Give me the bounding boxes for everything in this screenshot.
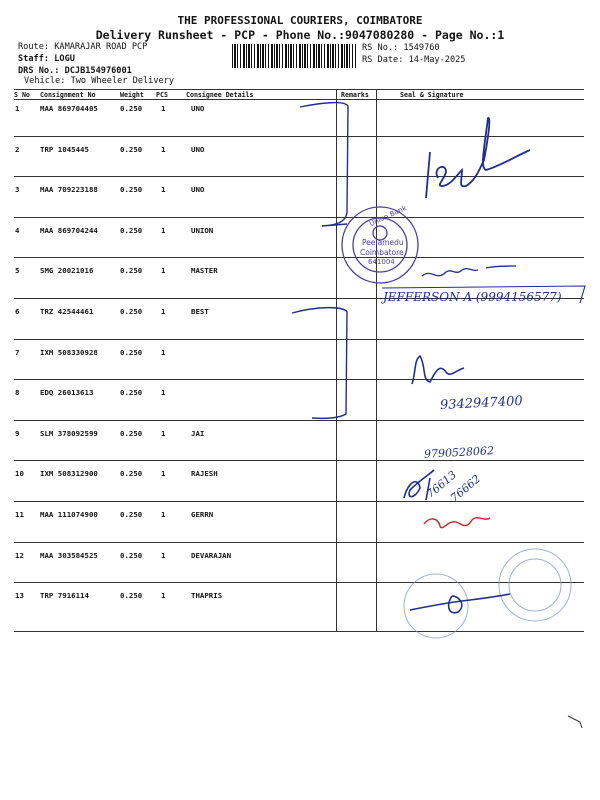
cell-weight: 0.250 xyxy=(120,307,143,316)
staff-label: Staff: LOGU xyxy=(18,54,75,64)
cell-consignment: IXM 508330928 xyxy=(40,347,98,357)
cell-weight: 0.250 xyxy=(120,591,143,601)
cell-weight: 0.250 xyxy=(120,388,143,398)
cell-sno: 8 xyxy=(15,388,20,398)
cell-pcs: 1 xyxy=(161,307,166,316)
cell-consignee: JAI xyxy=(191,428,205,438)
cell-weight: 0.250 xyxy=(120,510,143,519)
cell-consignment: MAA 869704244 xyxy=(40,225,98,235)
cell-consignment: TRP 7916114 xyxy=(40,591,89,601)
col-consignee: Consignee Details xyxy=(186,91,254,99)
cell-pcs: 1 xyxy=(161,225,166,235)
bracket-mark-2 xyxy=(292,308,347,419)
cell-consignee: UNO xyxy=(191,144,205,154)
cell-weight: 0.250 xyxy=(120,469,143,479)
cell-consignee: THAPRIS xyxy=(191,591,223,601)
vehicle-label: Vehicle: Two Wheeler Delivery xyxy=(24,76,175,86)
col-consignment: Consignment No xyxy=(40,91,96,99)
cell-pcs: 1 xyxy=(161,428,166,438)
cell-sno: 10 xyxy=(15,469,24,479)
cell-consignee: UNO xyxy=(191,104,205,113)
rs-date: RS Date: 14-May-2025 xyxy=(362,55,466,65)
stamp-line2: Coimbatore xyxy=(360,248,404,257)
cell-consignee: DEVARAJAN xyxy=(191,550,232,560)
cell-consignment: IXM 508312900 xyxy=(40,469,98,479)
cell-weight: 0.250 xyxy=(120,428,143,438)
cell-consignee: BEST xyxy=(191,307,209,316)
cell-weight: 0.250 xyxy=(120,104,143,113)
signature-3 xyxy=(412,356,464,384)
cell-consignment: SMG 20021016 xyxy=(40,266,94,276)
cell-sno: 9 xyxy=(15,428,20,438)
col-sno: S No xyxy=(14,91,30,99)
stamp-pin: 641004 xyxy=(368,258,395,266)
company-title: THE PROFESSIONAL COURIERS, COIMBATORE xyxy=(177,14,423,27)
cell-consignment: MAA 869704405 xyxy=(40,104,98,113)
cell-sno: 6 xyxy=(15,307,20,316)
cell-consignee: UNO xyxy=(191,185,205,195)
cell-weight: 0.250 xyxy=(120,550,143,560)
cell-sno: 7 xyxy=(15,347,20,357)
handwritten-name: JEFFERSON A (9994156577) xyxy=(383,290,562,304)
handwritten-number-2: 76662 xyxy=(447,472,484,505)
cell-sno: 11 xyxy=(15,510,24,519)
cell-pcs: 1 xyxy=(161,550,166,560)
cell-pcs: 1 xyxy=(161,185,166,195)
signature-red xyxy=(424,518,490,528)
drs-number: DRS No.: DCJB154976001 xyxy=(18,66,132,76)
cell-weight: 0.250 xyxy=(120,185,143,195)
cell-consignee: GERRN xyxy=(191,510,214,519)
cell-pcs: 1 xyxy=(161,591,166,601)
cell-sno: 3 xyxy=(15,185,20,195)
cell-pcs: 1 xyxy=(161,469,166,479)
bracket-mark-1 xyxy=(300,103,348,226)
cell-consignee: MASTER xyxy=(191,266,218,276)
cell-pcs: 1 xyxy=(161,104,166,113)
cell-weight: 0.250 xyxy=(120,266,143,276)
cell-consignment: MAA 111074900 xyxy=(40,510,98,519)
faint-stamp xyxy=(404,549,571,638)
cell-consignment: SLM 378092599 xyxy=(40,428,98,438)
col-pcs: PCS xyxy=(156,91,168,99)
signature-2 xyxy=(422,266,516,276)
corner-mark xyxy=(568,716,582,728)
cell-pcs: 1 xyxy=(161,144,166,154)
cell-pcs: 1 xyxy=(161,510,166,519)
signature-5 xyxy=(410,594,510,613)
cell-weight: 0.250 xyxy=(120,225,143,235)
handwritten-phone-2: 9790528062 xyxy=(423,444,495,461)
col-remarks: Remarks xyxy=(341,91,369,99)
handwritten-number-1: 76613 xyxy=(423,468,460,501)
route-label: Route: KAMARAJAR ROAD PCP xyxy=(18,42,148,52)
cell-consignment: MAA 303584525 xyxy=(40,550,98,560)
cell-sno: 12 xyxy=(15,550,24,560)
cell-consignee: RAJESH xyxy=(191,469,218,479)
cell-pcs: 1 xyxy=(161,266,166,276)
col-weight: Weight xyxy=(120,91,144,99)
cell-consignee: UNION xyxy=(191,225,214,235)
cell-sno: 13 xyxy=(15,591,24,601)
cell-sno: 4 xyxy=(15,225,20,235)
cell-pcs: 1 xyxy=(161,347,166,357)
cell-sno: 1 xyxy=(15,104,20,113)
cell-pcs: 1 xyxy=(161,388,166,398)
signature-1 xyxy=(426,118,530,198)
cell-weight: 0.250 xyxy=(120,347,143,357)
cell-consignment: EDQ 26013613 xyxy=(40,388,94,398)
cell-sno: 5 xyxy=(15,266,20,276)
cell-consignment: TRP 1045445 xyxy=(40,144,89,154)
cell-consignment: MAA 709223188 xyxy=(40,185,98,195)
runsheet-title: Delivery Runsheet - PCP - Phone No.:9047080280 - Page No.:1 xyxy=(95,28,505,42)
stamp-bank: Union Bank xyxy=(368,203,408,229)
cell-sno: 2 xyxy=(15,144,20,154)
handwritten-phone-1: 9342947400 xyxy=(439,393,524,414)
cell-weight: 0.250 xyxy=(120,144,143,154)
col-seal: Seal & Signature xyxy=(400,91,464,99)
stamp-line1: Peelamedu xyxy=(362,238,404,247)
cell-consignment: TRZ 42544461 xyxy=(40,307,94,316)
rs-number: RS No.: 1549760 xyxy=(362,43,440,53)
